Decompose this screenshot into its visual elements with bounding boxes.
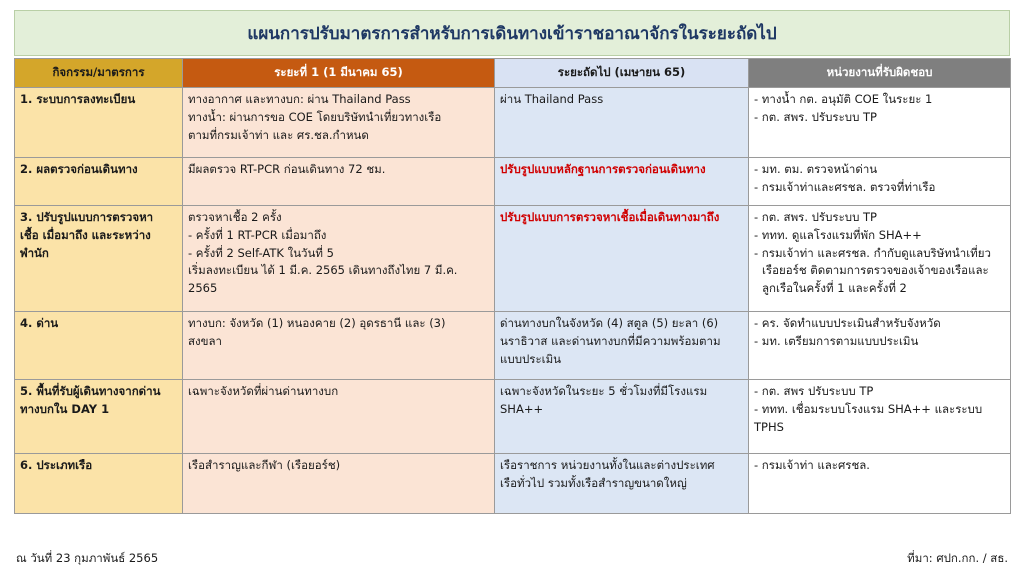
cell-line: - กรมเจ้าท่า และศรชล. <box>754 458 870 472</box>
cell-activity <box>15 380 183 454</box>
cell-line: 6. ประเภทเรือ <box>20 458 93 472</box>
cell-line: เรือราชการ หน่วยงานทั้งในและต่างประเทศ <box>500 458 715 472</box>
cell-responsible <box>749 312 1011 380</box>
table-row <box>15 454 1011 514</box>
cell-line: ทางอากาศ และทางบก: ผ่าน Thailand Pass <box>188 92 411 106</box>
cell-line: - กต. สพร ปรับระบบ TP <box>754 384 874 398</box>
cell-line: เรือยอร์ช ติดตามการตรวจของเจ้าของเรือและ <box>762 263 989 278</box>
cell-line: - ททท. เชื่อมระบบโรงแรม SHA++ และระบบ <box>754 401 983 416</box>
cell-line: TPHS <box>754 419 784 434</box>
cell-line: เริ่มลงทะเบียน ได้ 1 มี.ค. 2565 เดินทางถึงไทย 7 มี.ค. <box>188 263 458 278</box>
cell-next-phase <box>495 158 749 206</box>
cell-line: ตามที่กรมเจ้าท่า และ ศร.ชล.กำหนด <box>188 127 369 142</box>
cell-responsible <box>749 206 1011 312</box>
header-activity: กิจกรรม/มาตรการ <box>15 59 183 88</box>
cell-next-phase <box>495 88 749 158</box>
cell-line: เรือสำราญและกีฬา (เรือยอร์ช) <box>188 458 341 472</box>
cell-next-phase <box>495 312 749 380</box>
cell-next-phase <box>495 380 749 454</box>
cell-line: เรือทั่วไป รวมทั้งเรือสำราญขนาดใหญ่ <box>500 475 687 490</box>
cell-line: แบบประเมิน <box>500 351 562 366</box>
cell-phase1 <box>183 380 495 454</box>
header-next-phase: ระยะถัดไป (เมษายน 65) <box>495 59 749 88</box>
table-row <box>15 312 1011 380</box>
cell-line: - กรมเจ้าท่าและศรชล. ตรวจที่ท่าเรือ <box>754 179 936 194</box>
cell-line: - กรมเจ้าท่า และศรชล. กำกับดูแลบริษัทนำเที่ยว <box>754 245 991 260</box>
table-row <box>15 158 1011 206</box>
cell-line: 1. ระบบการลงทะเบียน <box>20 92 136 106</box>
cell-line: ทางน้ำ: ผ่านการขอ COE โดยบริษัทนำเที่ยวทางเรือ <box>188 109 442 124</box>
cell-line: SHA++ <box>500 401 544 416</box>
cell-line: - ครั้งที่ 2 Self-ATK ในวันที่ 5 <box>188 245 334 260</box>
cell-line: เฉพาะจังหวัดในระยะ 5 ชั่วโมงที่มีโรงแรม <box>500 384 708 398</box>
cell-line: - คร. จัดทำแบบประเมินสำหรับจังหวัด <box>754 316 941 330</box>
cell-activity <box>15 312 183 380</box>
measures-table <box>14 58 1011 514</box>
cell-activity <box>15 454 183 514</box>
cell-responsible <box>749 454 1011 514</box>
cell-line: - มท. เตรียมการตามแบบประเมิน <box>754 333 919 348</box>
cell-line: - มท. ตม. ตรวจหน้าด่าน <box>754 162 878 176</box>
cell-phase1 <box>183 454 495 514</box>
cell-line: - ทางน้ำ กต. อนุมัติ COE ในระยะ 1 <box>754 92 933 106</box>
cell-line: - ททท. ดูแลโรงแรมที่พัก SHA++ <box>754 227 922 242</box>
cell-line: ตรวจหาเชื้อ 2 ครั้ง <box>188 210 282 224</box>
table-row <box>15 88 1011 158</box>
cell-line: ลูกเรือในครั้งที่ 1 และครั้งที่ 2 <box>762 281 907 296</box>
cell-line: นราธิวาส และด่านทางบกที่มีความพร้อมตาม <box>500 333 721 348</box>
cell-responsible <box>749 158 1011 206</box>
cell-line: 3. ปรับรูปแบบการตรวจหา <box>20 210 154 224</box>
cell-line: ทางบก: จังหวัด (1) หนองคาย (2) อุดรธานี และ (3) <box>188 316 446 330</box>
cell-line: สงขลา <box>188 333 223 348</box>
cell-line: มีผลตรวจ RT-PCR ก่อนเดินทาง 72 ชม. <box>188 162 386 176</box>
cell-responsible <box>749 88 1011 158</box>
cell-line: ผ่าน Thailand Pass <box>500 92 604 106</box>
cell-line: 5. พื้นที่รับผู้เดินทางจากด่าน <box>20 384 161 398</box>
footer-date: ณ วันที่ 23 กุมภาพันธ์ 2565 <box>16 551 159 565</box>
cell-next-phase <box>495 454 749 514</box>
cell-line: ปรับรูปแบบการตรวจหาเชื้อเมื่อเดินทางมาถึง <box>500 210 720 224</box>
cell-phase1 <box>183 158 495 206</box>
cell-line: ปรับรูปแบบหลักฐานการตรวจก่อนเดินทาง <box>500 162 706 176</box>
page-title: แผนการปรับมาตรการสำหรับการเดินทางเข้าราชอาณาจักรในระยะถัดไป <box>14 10 1010 56</box>
cell-activity <box>15 158 183 206</box>
cell-line: - ครั้งที่ 1 RT-PCR เมื่อมาถึง <box>188 227 327 242</box>
cell-phase1 <box>183 312 495 380</box>
cell-line: พำนัก <box>20 245 49 260</box>
cell-line: เฉพาะจังหวัดที่ผ่านด่านทางบก <box>188 384 339 398</box>
cell-next-phase <box>495 206 749 312</box>
cell-line: เชื้อ เมื่อมาถึง และระหว่าง <box>20 227 151 242</box>
cell-phase1 <box>183 206 495 312</box>
cell-line: 2565 <box>188 281 218 296</box>
table-header-row <box>15 59 1011 88</box>
cell-phase1 <box>183 88 495 158</box>
cell-line: 4. ด่าน <box>20 316 59 330</box>
table-row <box>15 380 1011 454</box>
header-phase1: ระยะที่ 1 (1 มีนาคม 65) <box>183 59 495 88</box>
cell-line: ทางบกใน DAY 1 <box>20 401 110 416</box>
header-responsible: หน่วยงานที่รับผิดชอบ <box>749 59 1011 88</box>
cell-responsible <box>749 380 1011 454</box>
footer-source: ที่มา: ศปก.กก. / สธ. <box>907 551 1008 565</box>
cell-activity <box>15 88 183 158</box>
cell-line: - กต. สพร. ปรับระบบ TP <box>754 210 877 224</box>
cell-line: - กต. สพร. ปรับระบบ TP <box>754 109 877 124</box>
cell-activity <box>15 206 183 312</box>
table-row <box>15 206 1011 312</box>
cell-line: 2. ผลตรวจก่อนเดินทาง <box>20 162 138 176</box>
cell-line: ด่านทางบกในจังหวัด (4) สตูล (5) ยะลา (6) <box>500 316 719 330</box>
